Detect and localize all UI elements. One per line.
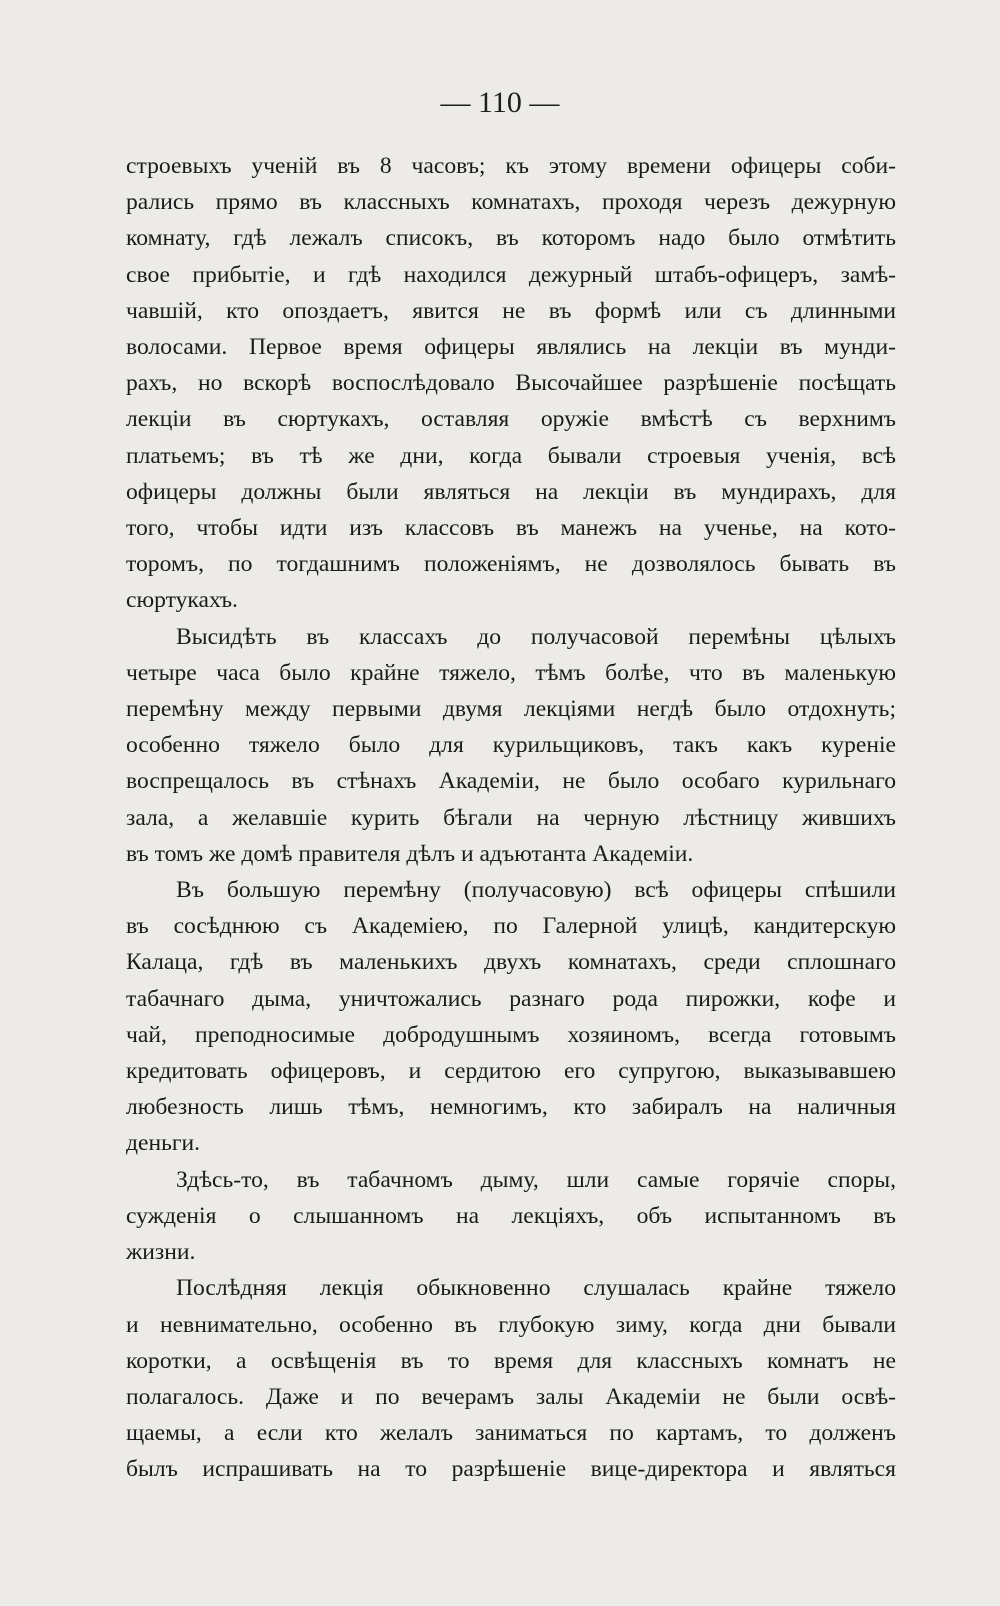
text-line: четыре часа было крайне тяжело, тѣмъ болѣе, что въ маленькую <box>126 659 896 686</box>
text-line: сюртукахъ. <box>126 587 238 614</box>
text-line: особенно тяжело было для курильщиковъ, такъ какъ куреніе <box>126 732 896 759</box>
paragraph <box>126 148 896 619</box>
text-line: деньги. <box>126 1130 201 1157</box>
text-line: свое прибытіе, и гдѣ находился дежурный штабъ-офицеръ, замѣ- <box>126 261 896 288</box>
text-line: Въ большую перемѣну (получасовую) всѣ офицеры спѣшили <box>176 877 896 904</box>
text-line: строевыхъ ученій въ 8 часовъ; къ этому времени офицеры соби- <box>126 153 896 179</box>
text-line: Калаца, гдѣ въ маленькихъ двухъ комнатахъ, среди сплошнаго <box>126 949 896 976</box>
body-text <box>126 148 896 1488</box>
text-line: перемѣну между первыми двумя лекціями негдѣ было отдохнуть; <box>126 696 896 723</box>
text-line: того, чтобы идти изъ классовъ въ манежъ на ученье, на кото- <box>126 515 896 542</box>
text-line: Послѣдняя лекція обыкновенно слушалась крайне тяжело <box>176 1275 896 1302</box>
text-line: рахъ, но вскорѣ воспослѣдовало Высочайшее разрѣшеніе посѣщать <box>126 370 896 397</box>
text-line: офицеры должны были являться на лекціи въ мундирахъ, для <box>126 478 896 505</box>
text-line: любезность лишь тѣмъ, немногимъ, кто забиралъ на наличныя <box>126 1094 896 1121</box>
text-line: комнату, гдѣ лежалъ списокъ, въ которомъ надо было отмѣтить <box>126 225 896 252</box>
text-line: въ томъ же домѣ правителя дѣлъ и адъютанта Академіи. <box>126 840 694 867</box>
text-line: воспрещалось въ стѣнахъ Академіи, не было особаго курильнаго <box>126 768 896 795</box>
paragraph <box>126 1162 896 1271</box>
text-line: полагалось. Даже и по вечерамъ залы Академіи не были освѣ- <box>126 1383 896 1410</box>
text-line: рались прямо въ классныхъ комнатахъ, проходя черезъ дежурную <box>126 189 896 216</box>
text-line: кредитовать офицеровъ, и сердитою его супругою, выказывавшею <box>126 1058 896 1085</box>
text-line: былъ испрашивать на то разрѣшеніе вице-директора и являться <box>126 1456 896 1483</box>
text-line: щаемы, а если кто желалъ заниматься по картамъ, то долженъ <box>126 1420 896 1447</box>
text-line: сужденія о слышанномъ на лекціяхъ, объ испытанномъ въ <box>126 1202 896 1229</box>
page-number: — 110 — <box>440 86 560 119</box>
text-line: торомъ, по тогдашнимъ положеніямъ, не дозволялось бывать въ <box>126 551 896 578</box>
text-line: табачнаго дыма, уничтожались разнаго рода пирожки, кофе и <box>126 985 896 1012</box>
text-line: лекціи въ сюртукахъ, оставляя оружіе вмѣстѣ съ верхнимъ <box>126 406 896 433</box>
paragraph <box>126 872 896 1162</box>
text-line: коротки, а освѣщенія въ то время для классныхъ комнатъ не <box>126 1347 896 1374</box>
text-line: въ сосѣднюю съ Академіею, по Галерной улицѣ, кандитерскую <box>126 913 896 940</box>
text-line: Здѣсь-то, въ табачномъ дыму, шли самые горячіе споры, <box>176 1166 896 1193</box>
text-line: Высидѣть въ классахъ до получасовой перемѣны цѣлыхъ <box>176 623 896 650</box>
text-line: и невнимательно, особенно въ глубокую зиму, когда дни бывали <box>126 1311 896 1338</box>
text-line: платьемъ; въ тѣ же дни, когда бывали строевыя ученія, всѣ <box>126 442 896 469</box>
text-line: жизни. <box>126 1239 196 1266</box>
paragraph <box>126 1270 896 1487</box>
text-line: зала, а желавшіе курить бѣгали на черную лѣстницу жившихъ <box>126 804 896 831</box>
text-line: чай, преподносимые добродушнымъ хозяиномъ, всегда готовымъ <box>126 1021 896 1048</box>
text-line: чавшій, кто опоздаетъ, явится не въ формѣ или съ длинными <box>126 297 896 324</box>
paragraph <box>126 619 896 872</box>
text-line: волосами. Первое время офицеры являлись на лекціи въ мунди- <box>126 334 896 361</box>
